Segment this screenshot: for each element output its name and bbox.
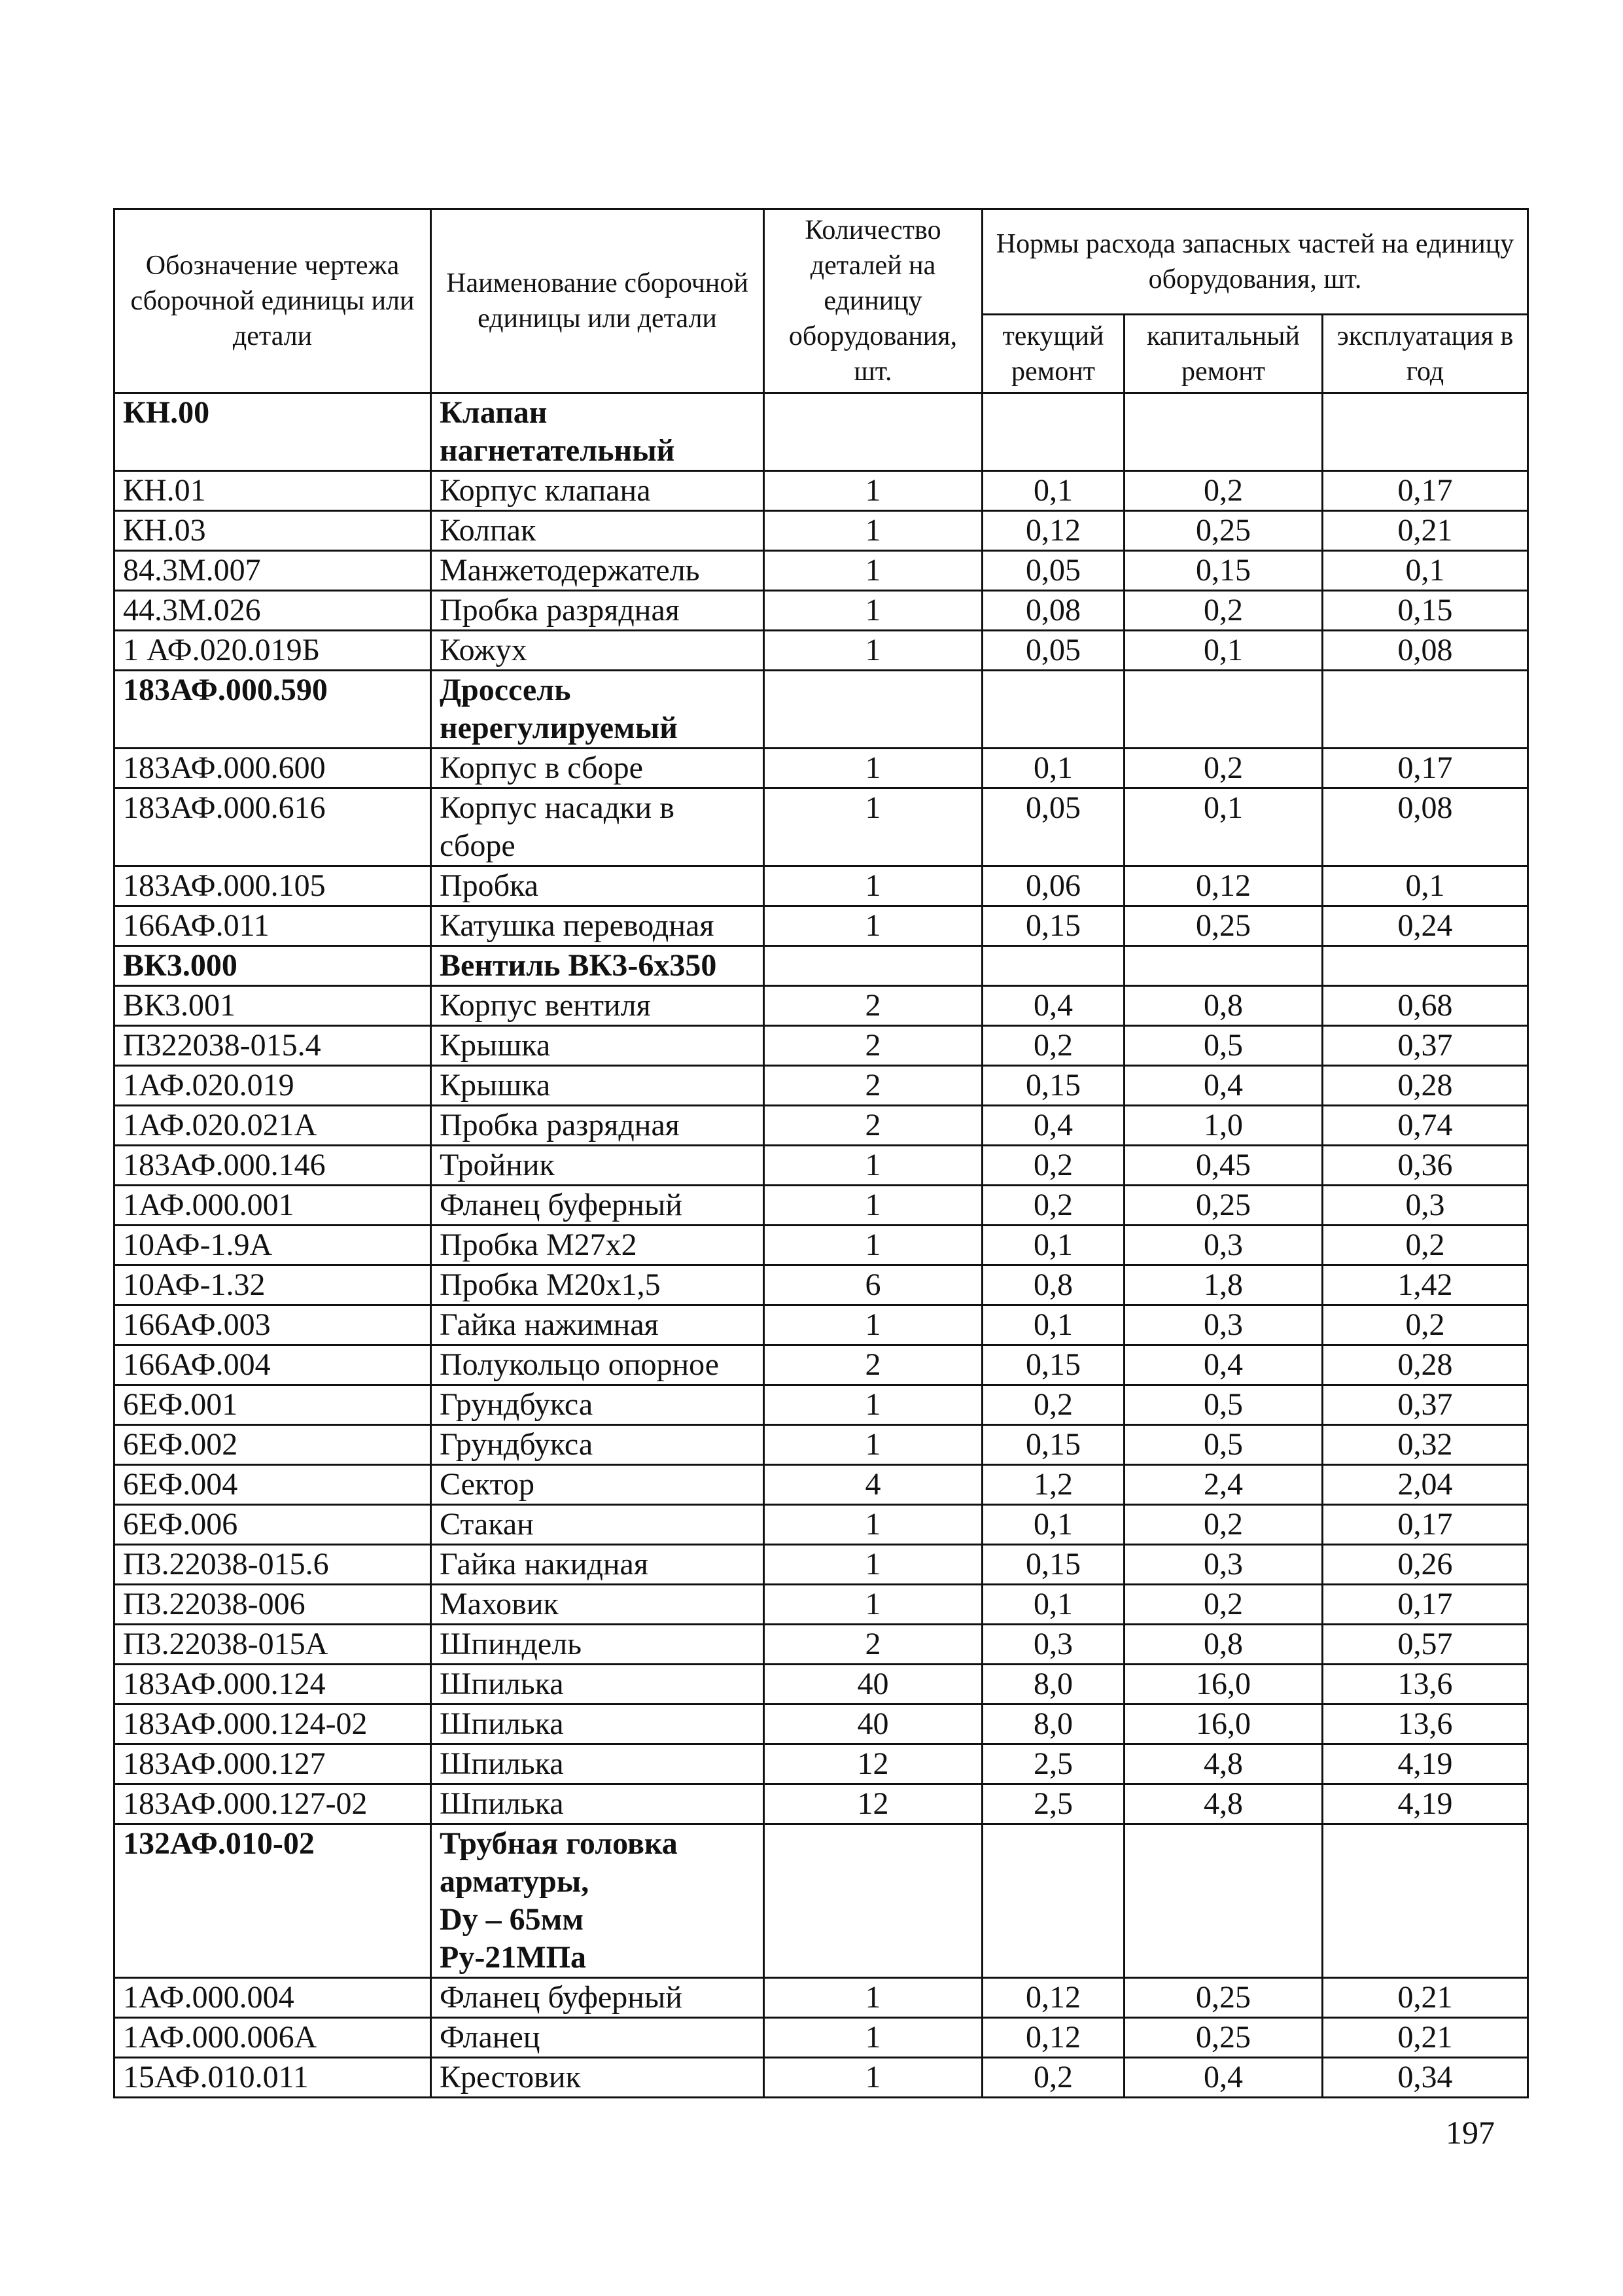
cell-quantity: 1 <box>764 2058 983 2098</box>
cell-designation: 166АФ.003 <box>114 1305 431 1345</box>
table-row <box>114 1704 1528 1744</box>
cell-name: Полукольцо опорное <box>431 1345 764 1385</box>
table-row <box>114 866 1528 906</box>
cell-current-repair: 0,12 <box>983 1978 1125 2018</box>
cell-designation: 183АФ.000.124-02 <box>114 1704 431 1744</box>
table-body <box>114 393 1528 2098</box>
cell-name: Катушка переводная <box>431 906 764 946</box>
cell-current-repair: 0,1 <box>983 471 1125 511</box>
cell-current-repair: 0,3 <box>983 1625 1125 1665</box>
cell-capital-repair: 0,15 <box>1125 551 1323 591</box>
cell-designation: ВК3.000 <box>114 946 431 986</box>
cell-name: Тройник <box>431 1146 764 1186</box>
cell-quantity: 1 <box>764 1505 983 1545</box>
cell-current-repair: 0,15 <box>983 1345 1125 1385</box>
cell-annual-operation: 0,28 <box>1323 1345 1528 1385</box>
cell-quantity: 2 <box>764 986 983 1026</box>
cell-current-repair: 0,1 <box>983 1505 1125 1545</box>
cell-quantity: 1 <box>764 866 983 906</box>
table-group-row <box>114 393 1528 471</box>
cell-capital-repair: 2,4 <box>1125 1465 1323 1505</box>
cell-annual-operation: 0,2 <box>1323 1226 1528 1265</box>
cell-quantity: 1 <box>764 471 983 511</box>
cell-current-repair: 0,15 <box>983 1066 1125 1106</box>
cell-designation: 132АФ.010-02 <box>114 1824 431 1978</box>
cell-designation: 183АФ.000.616 <box>114 788 431 866</box>
cell-current-repair: 0,1 <box>983 1226 1125 1265</box>
header-quantity: Количество деталей на единицу оборудования, шт. <box>764 209 983 393</box>
cell-capital-repair: 0,25 <box>1125 1186 1323 1226</box>
cell-quantity: 1 <box>764 1186 983 1226</box>
cell-name: Манжетодержатель <box>431 551 764 591</box>
header-norms: Нормы расхода запасных частей на единицу оборудования, шт. <box>983 209 1528 315</box>
cell-name: Корпус вентиля <box>431 986 764 1026</box>
table-group-row <box>114 1824 1528 1978</box>
cell-current-repair: 8,0 <box>983 1704 1125 1744</box>
cell-name: Пробка М20х1,5 <box>431 1265 764 1305</box>
cell-annual-operation: 0,28 <box>1323 1066 1528 1106</box>
table-row <box>114 1265 1528 1305</box>
cell-capital-repair: 0,45 <box>1125 1146 1323 1186</box>
cell-designation: 6ЕФ.001 <box>114 1385 431 1425</box>
cell-current-repair: 0,05 <box>983 788 1125 866</box>
cell-annual-operation: 2,04 <box>1323 1465 1528 1505</box>
table-row <box>114 1978 1528 2018</box>
cell-capital-repair: 1,0 <box>1125 1106 1323 1146</box>
cell-quantity: 1 <box>764 1305 983 1345</box>
cell-designation: КН.03 <box>114 511 431 551</box>
cell-capital-repair: 0,2 <box>1125 749 1323 788</box>
cell-current-repair: 0,12 <box>983 511 1125 551</box>
cell-current-repair <box>983 393 1125 471</box>
cell-capital-repair: 16,0 <box>1125 1665 1323 1704</box>
table-row <box>114 471 1528 511</box>
cell-name: Маховик <box>431 1585 764 1625</box>
table-row <box>114 1026 1528 1066</box>
cell-capital-repair: 0,25 <box>1125 511 1323 551</box>
header-current-repair: текущий ремонт <box>983 315 1125 393</box>
cell-quantity <box>764 671 983 749</box>
cell-capital-repair: 0,5 <box>1125 1385 1323 1425</box>
cell-current-repair: 0,05 <box>983 551 1125 591</box>
cell-current-repair <box>983 671 1125 749</box>
table-row <box>114 1585 1528 1625</box>
cell-annual-operation: 0,37 <box>1323 1385 1528 1425</box>
cell-annual-operation <box>1323 1824 1528 1978</box>
cell-current-repair: 0,2 <box>983 2058 1125 2098</box>
cell-name: Пробка разрядная <box>431 1106 764 1146</box>
cell-current-repair: 0,06 <box>983 866 1125 906</box>
cell-quantity: 1 <box>764 551 983 591</box>
cell-annual-operation: 0,57 <box>1323 1625 1528 1665</box>
cell-annual-operation: 0,1 <box>1323 866 1528 906</box>
cell-name-line: Трубная головка арматуры, <box>440 1826 678 1899</box>
cell-designation: 1АФ.020.021А <box>114 1106 431 1146</box>
cell-designation: 1АФ.020.019 <box>114 1066 431 1106</box>
cell-name: Стакан <box>431 1505 764 1545</box>
table-row <box>114 1425 1528 1465</box>
cell-annual-operation: 0,17 <box>1323 1585 1528 1625</box>
cell-annual-operation: 0,32 <box>1323 1425 1528 1465</box>
cell-quantity: 6 <box>764 1265 983 1305</box>
table-row <box>114 1345 1528 1385</box>
cell-capital-repair: 0,5 <box>1125 1026 1323 1066</box>
cell-designation: 1АФ.000.004 <box>114 1978 431 2018</box>
cell-quantity: 1 <box>764 749 983 788</box>
cell-annual-operation: 0,21 <box>1323 1978 1528 2018</box>
cell-name: Пробка <box>431 866 764 906</box>
cell-designation: 6ЕФ.006 <box>114 1505 431 1545</box>
cell-current-repair: 0,15 <box>983 1545 1125 1585</box>
cell-quantity: 1 <box>764 631 983 671</box>
table-row <box>114 1505 1528 1545</box>
cell-current-repair: 0,4 <box>983 1106 1125 1146</box>
cell-designation: 183АФ.000.127-02 <box>114 1784 431 1824</box>
table-row <box>114 2018 1528 2058</box>
cell-capital-repair: 4,8 <box>1125 1784 1323 1824</box>
table-header <box>114 209 1528 393</box>
cell-designation: 15АФ.010.011 <box>114 2058 431 2098</box>
cell-capital-repair: 0,2 <box>1125 591 1323 631</box>
cell-designation: 1АФ.000.001 <box>114 1186 431 1226</box>
cell-name: Грундбукса <box>431 1385 764 1425</box>
cell-capital-repair: 0,25 <box>1125 1978 1323 2018</box>
cell-designation: 183АФ.000.127 <box>114 1744 431 1784</box>
cell-current-repair: 0,08 <box>983 591 1125 631</box>
cell-name: Шпилька <box>431 1665 764 1704</box>
cell-annual-operation: 0,17 <box>1323 471 1528 511</box>
table-row <box>114 551 1528 591</box>
cell-capital-repair <box>1125 671 1323 749</box>
cell-annual-operation <box>1323 946 1528 986</box>
cell-designation: 44.3М.026 <box>114 591 431 631</box>
cell-name-line: Dу – 65мм <box>440 1902 584 1937</box>
cell-quantity <box>764 946 983 986</box>
cell-capital-repair: 1,8 <box>1125 1265 1323 1305</box>
cell-name: Корпус в сборе <box>431 749 764 788</box>
cell-current-repair: 0,4 <box>983 986 1125 1026</box>
cell-name: Грундбукса <box>431 1425 764 1465</box>
cell-current-repair: 0,12 <box>983 2018 1125 2058</box>
cell-annual-operation: 0,3 <box>1323 1186 1528 1226</box>
cell-annual-operation: 0,17 <box>1323 749 1528 788</box>
cell-current-repair: 1,2 <box>983 1465 1125 1505</box>
cell-capital-repair: 0,2 <box>1125 1505 1323 1545</box>
cell-quantity: 40 <box>764 1665 983 1704</box>
cell-annual-operation: 0,2 <box>1323 1305 1528 1345</box>
cell-current-repair: 0,8 <box>983 1265 1125 1305</box>
cell-name: Крышка <box>431 1066 764 1106</box>
cell-designation: 10АФ-1.32 <box>114 1265 431 1305</box>
cell-annual-operation: 13,6 <box>1323 1704 1528 1744</box>
cell-current-repair: 0,2 <box>983 1146 1125 1186</box>
cell-name: Фланец <box>431 2018 764 2058</box>
cell-quantity: 1 <box>764 1545 983 1585</box>
cell-quantity: 1 <box>764 1425 983 1465</box>
cell-annual-operation: 0,24 <box>1323 906 1528 946</box>
cell-designation: 6ЕФ.004 <box>114 1465 431 1505</box>
cell-current-repair: 0,2 <box>983 1385 1125 1425</box>
cell-designation: КН.00 <box>114 393 431 471</box>
cell-capital-repair: 0,4 <box>1125 1345 1323 1385</box>
cell-annual-operation: 4,19 <box>1323 1744 1528 1784</box>
cell-quantity: 1 <box>764 906 983 946</box>
cell-current-repair: 2,5 <box>983 1744 1125 1784</box>
cell-quantity: 1 <box>764 1385 983 1425</box>
cell-current-repair: 0,15 <box>983 906 1125 946</box>
cell-name: Пробка М27х2 <box>431 1226 764 1265</box>
cell-quantity: 1 <box>764 788 983 866</box>
cell-capital-repair: 4,8 <box>1125 1744 1323 1784</box>
header-capital-repair: капитальный ремонт <box>1125 315 1323 393</box>
cell-designation: ВК3.001 <box>114 986 431 1026</box>
cell-quantity: 4 <box>764 1465 983 1505</box>
cell-annual-operation: 4,19 <box>1323 1784 1528 1824</box>
spare-parts-table <box>113 208 1529 2098</box>
table-row <box>114 788 1528 866</box>
cell-designation: 166АФ.011 <box>114 906 431 946</box>
cell-annual-operation: 0,34 <box>1323 2058 1528 2098</box>
cell-name: Сектор <box>431 1465 764 1505</box>
cell-designation: 10АФ-1.9А <box>114 1226 431 1265</box>
cell-quantity: 2 <box>764 1625 983 1665</box>
cell-designation: 1 АФ.020.019Б <box>114 631 431 671</box>
cell-name: Фланец буферный <box>431 1978 764 2018</box>
cell-current-repair <box>983 946 1125 986</box>
cell-current-repair: 2,5 <box>983 1784 1125 1824</box>
cell-designation: 183АФ.000.590 <box>114 671 431 749</box>
cell-designation: 183АФ.000.146 <box>114 1146 431 1186</box>
cell-capital-repair: 0,3 <box>1125 1226 1323 1265</box>
cell-capital-repair: 0,4 <box>1125 2058 1323 2098</box>
cell-current-repair: 0,1 <box>983 1585 1125 1625</box>
cell-designation: П3.22038-015.6 <box>114 1545 431 1585</box>
cell-annual-operation: 0,26 <box>1323 1545 1528 1585</box>
table-row <box>114 591 1528 631</box>
cell-name: Корпус клапана <box>431 471 764 511</box>
header-designation: Обозначение чертежа сборочной единицы или детали <box>114 209 431 393</box>
cell-name: Корпус насадки в сборе <box>431 788 764 866</box>
cell-current-repair: 8,0 <box>983 1665 1125 1704</box>
cell-annual-operation: 13,6 <box>1323 1665 1528 1704</box>
table-row <box>114 749 1528 788</box>
cell-capital-repair: 0,3 <box>1125 1305 1323 1345</box>
cell-name: Шпилька <box>431 1784 764 1824</box>
cell-capital-repair: 0,3 <box>1125 1545 1323 1585</box>
cell-quantity: 1 <box>764 1146 983 1186</box>
cell-designation: 84.3М.007 <box>114 551 431 591</box>
table-row <box>114 1465 1528 1505</box>
cell-capital-repair: 0,2 <box>1125 471 1323 511</box>
header-annual-operation: эксплуатация в год <box>1323 315 1528 393</box>
cell-capital-repair: 0,12 <box>1125 866 1323 906</box>
cell-capital-repair: 0,1 <box>1125 631 1323 671</box>
cell-annual-operation: 0,17 <box>1323 1505 1528 1545</box>
cell-quantity: 1 <box>764 2018 983 2058</box>
cell-annual-operation: 0,21 <box>1323 2018 1528 2058</box>
header-name: Наименование сборочной единицы или детали <box>431 209 764 393</box>
table-row <box>114 1106 1528 1146</box>
table-row <box>114 986 1528 1026</box>
table-group-row <box>114 946 1528 986</box>
cell-quantity: 1 <box>764 1226 983 1265</box>
table-row <box>114 1226 1528 1265</box>
cell-quantity: 1 <box>764 591 983 631</box>
cell-annual-operation: 0,08 <box>1323 631 1528 671</box>
cell-capital-repair: 0,2 <box>1125 1585 1323 1625</box>
cell-designation: 183АФ.000.600 <box>114 749 431 788</box>
cell-annual-operation: 0,37 <box>1323 1026 1528 1066</box>
cell-capital-repair: 0,8 <box>1125 1625 1323 1665</box>
cell-current-repair: 0,15 <box>983 1425 1125 1465</box>
table-row <box>114 631 1528 671</box>
table-row <box>114 1784 1528 1824</box>
cell-annual-operation: 0,68 <box>1323 986 1528 1026</box>
cell-name: Шпилька <box>431 1704 764 1744</box>
cell-name: Шпиндель <box>431 1625 764 1665</box>
cell-current-repair: 0,05 <box>983 631 1125 671</box>
cell-capital-repair: 0,25 <box>1125 2018 1323 2058</box>
cell-quantity: 2 <box>764 1026 983 1066</box>
cell-current-repair: 0,2 <box>983 1186 1125 1226</box>
cell-annual-operation: 0,08 <box>1323 788 1528 866</box>
cell-capital-repair <box>1125 946 1323 986</box>
cell-capital-repair: 0,8 <box>1125 986 1323 1026</box>
cell-quantity: 12 <box>764 1744 983 1784</box>
cell-designation: 166АФ.004 <box>114 1345 431 1385</box>
cell-name: Крестовик <box>431 2058 764 2098</box>
cell-annual-operation: 0,15 <box>1323 591 1528 631</box>
table-row <box>114 1545 1528 1585</box>
cell-name: Гайка накидная <box>431 1545 764 1585</box>
table-row <box>114 1305 1528 1345</box>
table-row <box>114 2058 1528 2098</box>
cell-name: Вентиль ВК3-6х350 <box>431 946 764 986</box>
cell-quantity: 1 <box>764 1585 983 1625</box>
cell-name: Гайка нажимная <box>431 1305 764 1345</box>
cell-annual-operation: 0,36 <box>1323 1146 1528 1186</box>
cell-current-repair: 0,1 <box>983 1305 1125 1345</box>
cell-annual-operation: 1,42 <box>1323 1265 1528 1305</box>
cell-designation: 1АФ.000.006А <box>114 2018 431 2058</box>
cell-quantity: 40 <box>764 1704 983 1744</box>
cell-designation: П3.22038-015А <box>114 1625 431 1665</box>
cell-designation: 183АФ.000.105 <box>114 866 431 906</box>
cell-designation: 6ЕФ.002 <box>114 1425 431 1465</box>
cell-annual-operation <box>1323 393 1528 471</box>
cell-designation: П3.22038-006 <box>114 1585 431 1625</box>
cell-name <box>431 1824 764 1978</box>
cell-name: Пробка разрядная <box>431 591 764 631</box>
cell-capital-repair: 0,25 <box>1125 906 1323 946</box>
cell-name: Кожух <box>431 631 764 671</box>
table-row <box>114 1186 1528 1226</box>
table-row <box>114 1744 1528 1784</box>
cell-quantity: 2 <box>764 1106 983 1146</box>
cell-current-repair: 0,1 <box>983 749 1125 788</box>
cell-name-line: Pу-21МПа <box>440 1940 586 1975</box>
cell-quantity: 2 <box>764 1066 983 1106</box>
cell-annual-operation <box>1323 671 1528 749</box>
table-row <box>114 1066 1528 1106</box>
cell-capital-repair: 16,0 <box>1125 1704 1323 1744</box>
cell-capital-repair: 0,5 <box>1125 1425 1323 1465</box>
cell-quantity: 12 <box>764 1784 983 1824</box>
cell-designation: 183АФ.000.124 <box>114 1665 431 1704</box>
cell-quantity: 2 <box>764 1345 983 1385</box>
cell-quantity <box>764 1824 983 1978</box>
cell-capital-repair: 0,4 <box>1125 1066 1323 1106</box>
table-row <box>114 511 1528 551</box>
cell-capital-repair <box>1125 393 1323 471</box>
cell-current-repair: 0,2 <box>983 1026 1125 1066</box>
table-row <box>114 1146 1528 1186</box>
table-row <box>114 1665 1528 1704</box>
cell-quantity <box>764 393 983 471</box>
table-row <box>114 1625 1528 1665</box>
cell-capital-repair: 0,1 <box>1125 788 1323 866</box>
cell-designation: П322038-015.4 <box>114 1026 431 1066</box>
cell-annual-operation: 0,21 <box>1323 511 1528 551</box>
table-row <box>114 906 1528 946</box>
table-group-row <box>114 671 1528 749</box>
table-row <box>114 1385 1528 1425</box>
cell-designation: КН.01 <box>114 471 431 511</box>
cell-name: Клапан нагнетательный <box>431 393 764 471</box>
cell-name: Колпак <box>431 511 764 551</box>
cell-name: Крышка <box>431 1026 764 1066</box>
cell-name: Шпилька <box>431 1744 764 1784</box>
cell-annual-operation: 0,1 <box>1323 551 1528 591</box>
page-number: 197 <box>1446 2114 1495 2151</box>
cell-annual-operation: 0,74 <box>1323 1106 1528 1146</box>
cell-name: Фланец буферный <box>431 1186 764 1226</box>
cell-quantity: 1 <box>764 511 983 551</box>
cell-name: Дроссель нерегулируемый <box>431 671 764 749</box>
cell-quantity: 1 <box>764 1978 983 2018</box>
cell-capital-repair <box>1125 1824 1323 1978</box>
cell-current-repair <box>983 1824 1125 1978</box>
